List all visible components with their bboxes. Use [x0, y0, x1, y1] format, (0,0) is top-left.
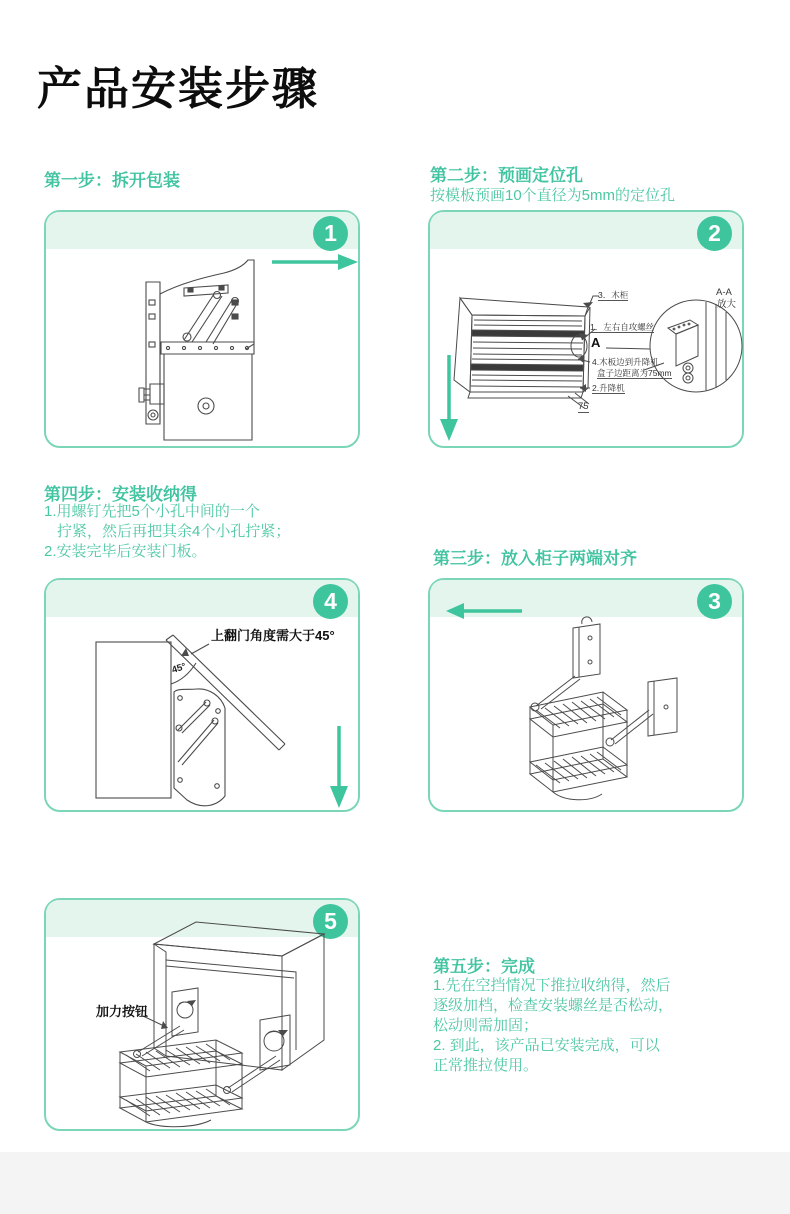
- step2-panel: [428, 210, 744, 448]
- step1-heading: 第一步：拆开包装: [44, 171, 180, 190]
- step4-line3: 2.安装完毕后安装门板。: [44, 543, 207, 560]
- step2-heading: 第二步：预画定位孔: [430, 166, 583, 185]
- annotation-45-degrees: 45°: [170, 661, 188, 676]
- step1-badge: 1: [313, 216, 348, 251]
- step4-badge: 4: [313, 584, 348, 619]
- step3-panel: [428, 578, 744, 812]
- step2-subtitle: 按模板预画10个直径为5mm的定位孔: [430, 187, 676, 204]
- annotation-dimension-75: 75: [578, 401, 589, 412]
- step3-badge: 3: [697, 584, 732, 619]
- annotation-board-edge-line2: 盒子边距离为75mm: [597, 368, 672, 378]
- annotation-board-edge-line1: 4.木板边到升降机: [592, 357, 659, 367]
- step4-line1: 1.用螺钉先把5个小孔中间的一个: [44, 503, 260, 520]
- step5-line2: 逐级加档，检查安装螺丝是否松动，: [433, 997, 674, 1014]
- step4-heading: 第四步：安装收纳得: [44, 485, 197, 504]
- step4-line2: 拧紧，然后再把其余4个小孔拧紧；: [57, 523, 291, 540]
- step2-badge: 2: [697, 216, 732, 251]
- basket-unit-diagram: [430, 580, 746, 810]
- step5-heading: 第五步：完成: [433, 957, 535, 976]
- step5-badge: 5: [313, 904, 348, 939]
- lift-mechanism-diagram: [46, 212, 362, 446]
- step5-line1: 1.先在空挡情况下推拉收纳得，然后: [433, 977, 671, 994]
- step3-heading: 第三步：放入柜子两端对齐: [433, 549, 637, 568]
- step5-line4: 2. 到此，该产品已安装完成，可以: [433, 1037, 660, 1054]
- annotation-door-angle: 上翻门角度需大于45°: [211, 628, 335, 643]
- annotation-detail-enlarge: 放大: [717, 299, 737, 310]
- step4-panel: [44, 578, 360, 812]
- annotation-lift-machine: 2.升降机: [592, 383, 625, 393]
- finished-installation-diagram: [46, 900, 362, 1129]
- step4-instructions: [44, 502, 290, 562]
- page-title: 产品安装步骤: [37, 63, 320, 114]
- annotation-detail-aa: A-A: [716, 287, 732, 298]
- step5-instructions: [433, 976, 673, 1076]
- annotation-marker-a: A: [591, 335, 601, 350]
- annotation-force-button: 加力按钮: [96, 1004, 149, 1019]
- step5-panel: [44, 898, 360, 1131]
- step5-line5: 正常推拉使用。: [433, 1057, 539, 1074]
- door-angle-diagram: [46, 580, 362, 810]
- step1-panel: [44, 210, 360, 448]
- annotation-wood-cabinet: 3．木柜: [598, 290, 629, 300]
- footer-band: [0, 1152, 790, 1214]
- annotation-self-tapping-screws: 1．左右自攻螺丝: [590, 322, 655, 332]
- step5-line3: 松动则需加固；: [433, 1017, 539, 1034]
